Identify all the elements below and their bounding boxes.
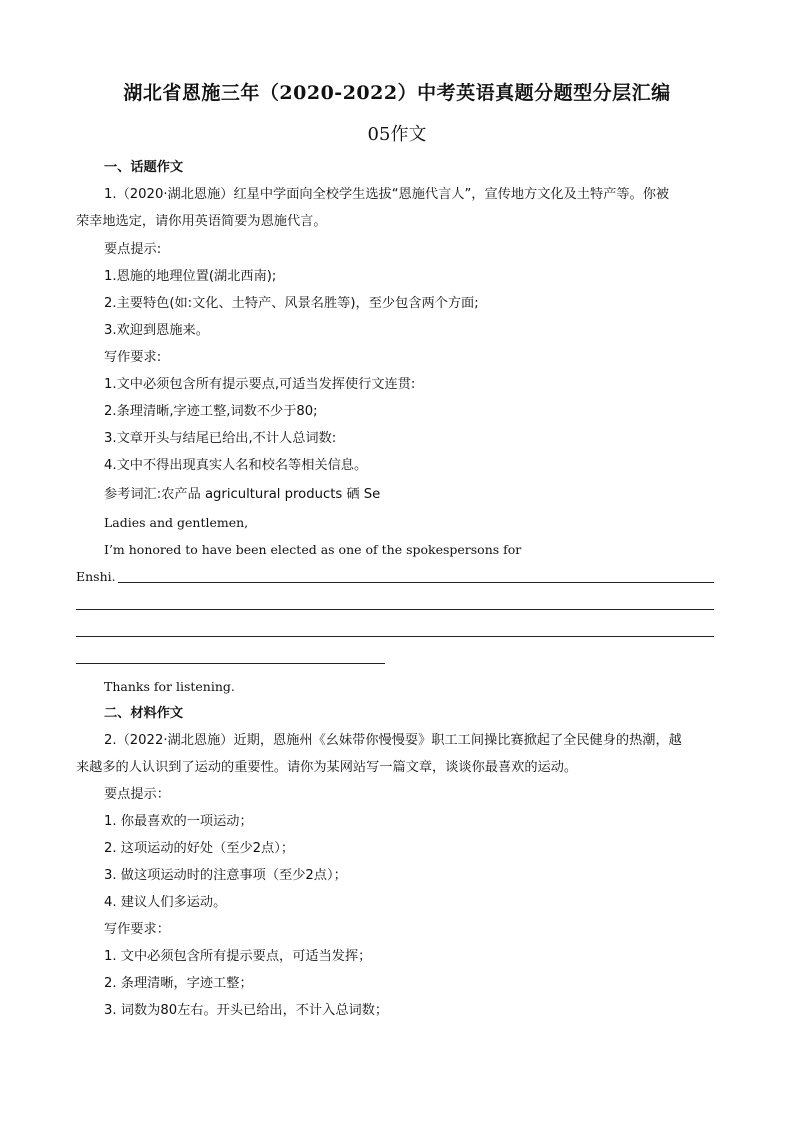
q2-requirements-label: 写作要求：: [104, 922, 170, 937]
q1-point-2: 2.主要特色(如:文化、土特产、风景名胜等)，至少包含两个方面;: [104, 296, 479, 311]
q2-prompt-line2: 来越多的人认识到了运动的重要性。请你为某网站写一篇文章，谈谈你最喜欢的运动。: [76, 760, 578, 775]
answer-blank-line[interactable]: [76, 609, 714, 610]
q2-point-3: 3. 做这项运动时的注意事项（至少2点）；: [104, 868, 347, 883]
q2-requirement-3: 3. 词数为80左右。开头已给出，不计入总词数；: [104, 1003, 389, 1018]
document-subtitle: 05作文: [367, 124, 427, 145]
q2-point-1: 1. 你最喜欢的一项运动；: [104, 814, 253, 829]
q1-vocabulary: 参考词汇:农产品 agricultural products 硒 Se: [104, 487, 381, 502]
q1-greeting: Ladies and gentlemen,: [104, 515, 249, 530]
section1-heading: 一、话题作文: [104, 160, 184, 175]
q1-prompt-line2: 荣幸地选定，请你用英语简要为恩施代言。: [76, 214, 327, 229]
q1-requirement-1: 1.文中必须包含所有提示要点,可适当发挥使行文连贯:: [104, 377, 416, 392]
answer-blank-line[interactable]: [118, 582, 714, 583]
q2-prompt-line1: 2.（2022·湖北恩施）近期，恩施州《幺妹带你慢慢耍》职工工间操比赛掀起了全民健身的热潮，越: [104, 733, 682, 748]
q1-requirement-4: 4.文中不得出现真实人名和校名等相关信息。: [104, 458, 368, 473]
q1-point-1: 1.恩施的地理位置(湖北西南);: [104, 269, 277, 284]
q1-requirements-label: 写作要求:: [104, 350, 162, 365]
answer-blank-line[interactable]: [76, 663, 385, 664]
q1-requirement-3: 3.文章开头与结尾已给出,不计人总词数:: [104, 431, 337, 446]
q1-opening-sentence: I’m honored to have been elected as one of the spokespersons for: [104, 542, 522, 557]
q1-requirement-2: 2.条理清晰,字迹工整,词数不少于80;: [104, 404, 318, 419]
q1-prompt-line1: 1.（2020·湖北恩施）红星中学面向全校学生选拔“恩施代言人”，宣传地方文化及土特产等。你被: [104, 187, 670, 202]
document-title: 湖北省恩施三年（2020-2022）中考英语真题分题型分层汇编: [123, 82, 671, 104]
section2-heading: 二、材料作文: [104, 706, 184, 721]
q2-point-4: 4. 建议人们多运动。: [104, 895, 227, 910]
q1-closing: Thanks for listening.: [104, 679, 235, 694]
q2-points-label: 要点提示：: [104, 787, 170, 802]
q2-requirement-2: 2. 条理清晰，字迹工整；: [104, 976, 253, 991]
q1-point-3: 3.欢迎到恩施来。: [104, 323, 209, 338]
answer-blank-line[interactable]: [76, 636, 714, 637]
q1-opening-continued: Enshi.: [76, 569, 116, 584]
q2-requirement-1: 1. 文中必须包含所有提示要点，可适当发挥；: [104, 949, 372, 964]
q2-point-2: 2. 这项运动的好处（至少2点）；: [104, 841, 295, 856]
q1-points-label: 要点提示:: [104, 242, 162, 257]
